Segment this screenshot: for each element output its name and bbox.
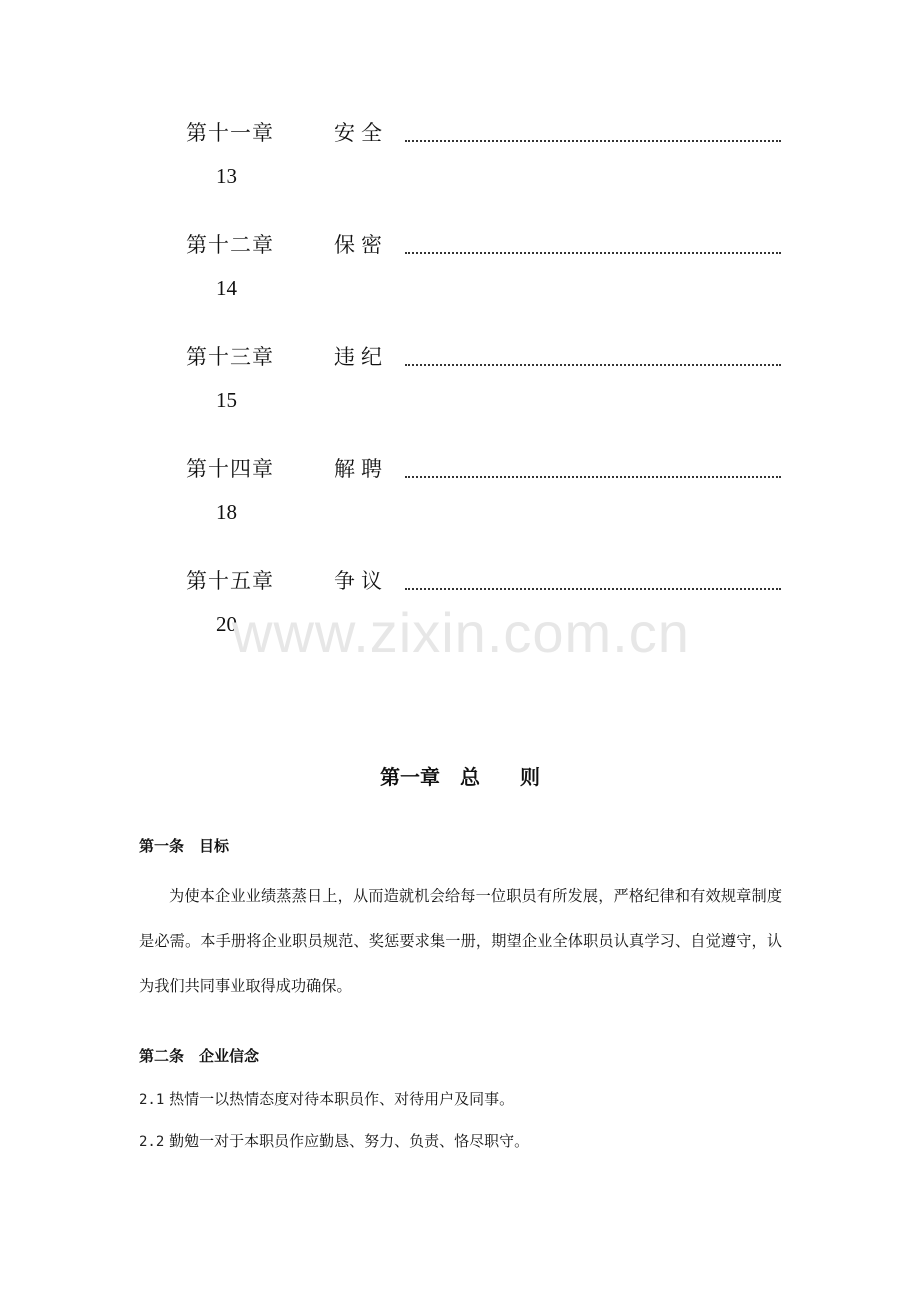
list-item	[139, 1088, 514, 1111]
toc-chapter-title: 解聘	[334, 457, 388, 481]
article-2-title: 第二条 企业信念	[139, 1047, 260, 1065]
article-1-title: 第一条 目标	[139, 837, 230, 855]
list-item	[139, 1130, 529, 1153]
site-watermark: www.zixin.com.cn	[232, 601, 690, 664]
toc-entry-chapter-12[interactable]	[0, 232, 920, 332]
toc-chapter-title: 违纪	[334, 345, 388, 369]
toc-chapter-number: 第十二章	[186, 233, 274, 257]
toc-page-number: 13	[216, 164, 237, 188]
toc-chapter-title: 保密	[334, 233, 388, 257]
toc-page-number: 15	[216, 388, 237, 412]
toc-dot-leader	[405, 364, 781, 366]
toc-chapter-number: 第十三章	[186, 345, 274, 369]
toc-chapter-number: 第十一章	[186, 121, 274, 145]
toc-page-number: 20	[216, 612, 237, 636]
chapter-heading: 第一章 总 则	[380, 765, 540, 789]
toc-entry-chapter-13[interactable]	[0, 344, 920, 444]
toc-chapter-number: 第十五章	[186, 569, 274, 593]
toc-dot-leader	[405, 252, 781, 254]
item-text: 热情一以热情态度对待本职员作、对待用户及同事。	[169, 1090, 515, 1108]
toc-dot-leader	[405, 588, 781, 590]
toc-chapter-title: 争议	[334, 569, 388, 593]
toc-page-number: 18	[216, 500, 237, 524]
article-1-body: 为使本企业业绩蒸蒸日上，从而造就机会给每一位职员有所发展，严格纪律和有效规章制度是必需。本手册将企业职员规范、奖惩要求集一册，期望企业全体职员认真学习、自觉遵守，认为我们共同事业取得成功确保。	[139, 887, 782, 995]
toc-entry-chapter-14[interactable]	[0, 456, 920, 556]
toc-entry-chapter-11[interactable]	[0, 120, 920, 220]
item-number: 2.1	[139, 1092, 165, 1108]
toc-chapter-title: 安全	[334, 121, 388, 145]
toc-dot-leader	[405, 140, 781, 142]
toc-dot-leader	[405, 476, 781, 478]
item-number: 2.2	[139, 1134, 165, 1150]
toc-chapter-number: 第十四章	[186, 457, 274, 481]
item-text: 勤勉一对于本职员作应勤恳、努力、负责、恪尽职守。	[169, 1132, 530, 1150]
toc-page-number: 14	[216, 276, 237, 300]
